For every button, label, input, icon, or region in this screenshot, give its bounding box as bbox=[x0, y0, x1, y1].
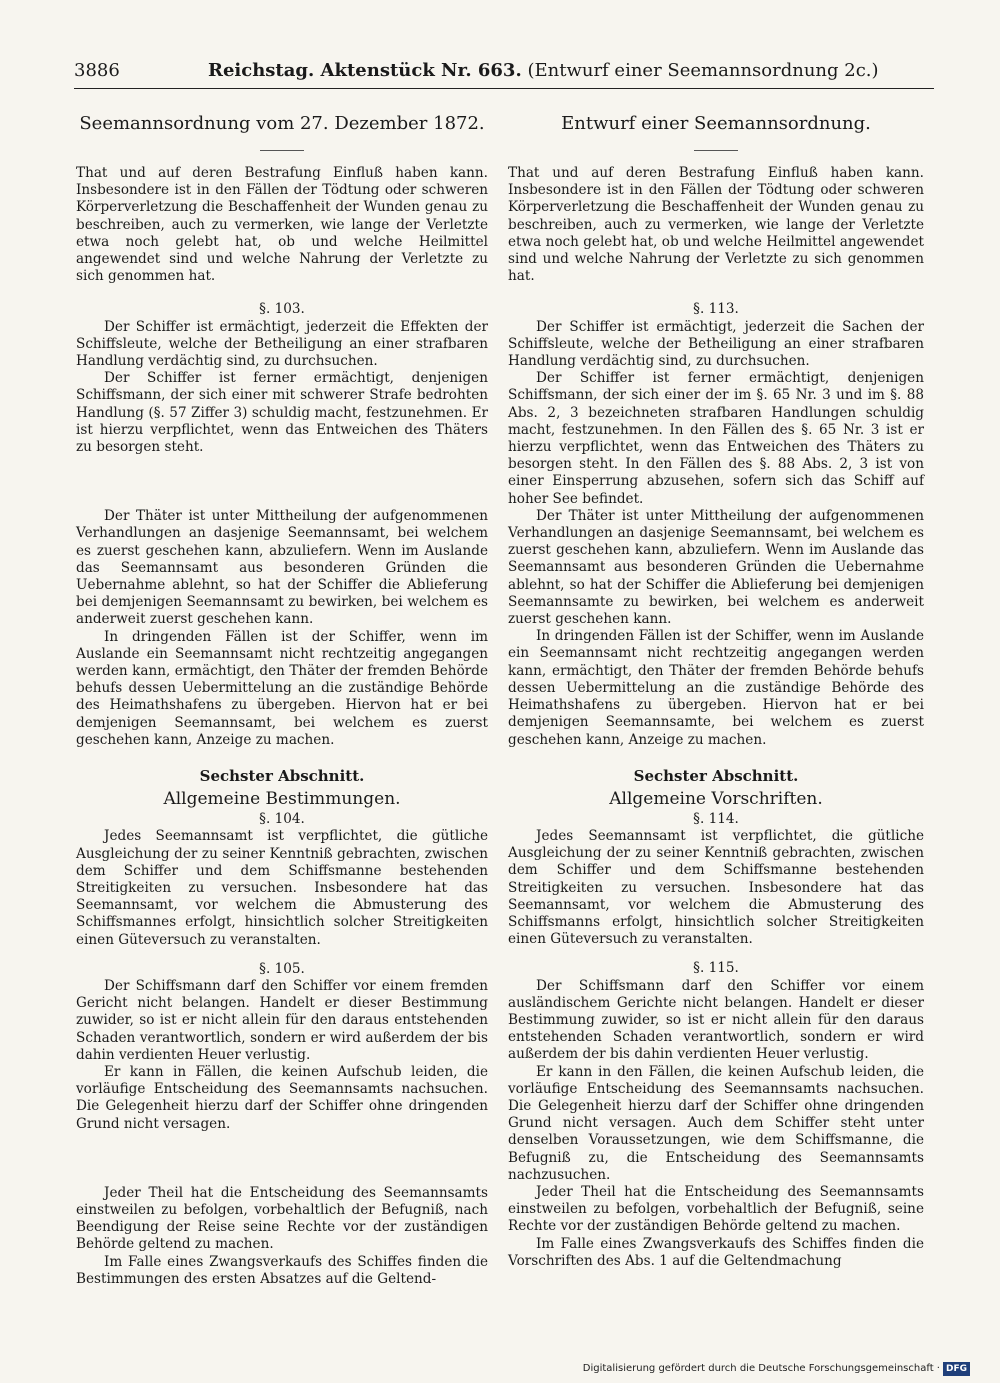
section-heading-103: §. 103. bbox=[259, 301, 305, 318]
page-number: 3886 bbox=[74, 60, 120, 81]
paragraph-103-2: Der Schiffer ist ferner ermächtigt, denjenigen Schiffsmann, der sich einer mit schwerer Strafe bedrohten Handlung (§. 57 Ziffer 3) schuldig macht, festzunehmen. Er ist hierzu verpflichtet, wenn das Entweichen des Thäters zu besorgen steht. bbox=[76, 370, 488, 456]
right-column bbox=[508, 110, 924, 1270]
paragraph-113-4: In dringenden Fällen ist der Schiffer, wenn im Auslande ein Seemannsamt nicht rechtzeitig angegangen werden kann, ermächtigt, den Thäter der fremden Behörde behufs dessen Uebermittelung an die zuständige Behörde des Heimathshafens zu übergeben. Hiervon hat er bei demjenigen Seemannsamte, bei welchem es zuerst geschehen kann, Anzeige zu machen. bbox=[508, 628, 924, 748]
section-heading-113: §. 113. bbox=[693, 301, 739, 318]
paragraph-103-4: In dringenden Fällen ist der Schiffer, wenn im Auslande ein Seemannsamt nicht rechtzeitig angegangen werden kann, ermächtigt, den Thäter der fremden Behörde behufs dessen Uebermittelung an die zuständige Behörde des Heimathshafens zu übergeben. Hiervon hat er bei demjenigen Seemannsamt, bei welchem es zuerst geschehen kann, Anzeige zu machen. bbox=[76, 628, 488, 748]
chapter-title-right: Sechster Abschnitt. bbox=[633, 766, 799, 785]
section-heading-114: §. 114. bbox=[693, 810, 739, 827]
chapter-subtitle-right: Allgemeine Vorschriften. bbox=[609, 788, 823, 809]
left-column bbox=[76, 110, 488, 1288]
section-heading-115: §. 115. bbox=[693, 960, 739, 977]
left-intro-paragraph: That und auf deren Bestrafung Einfluß haben kann. Insbesondere ist in den Fällen der Tödtung oder schweren Körperverletzung die Beschaffenheit der Wunden genau zu beschreiben, auch zu vermerken, wie lange der Verletzte etwa noch gelebt hat, ob und welche Heilmittel angewendet sind und welche Nahrung der Verletzte zu sich genommen hat. bbox=[76, 165, 488, 285]
running-title-main: Reichstag. Aktenstück Nr. 663. bbox=[208, 60, 522, 81]
page-header bbox=[74, 58, 934, 84]
paragraph-115-4: Im Falle eines Zwangsverkaufs des Schiffes finden die Vorschriften des Abs. 1 auf die Geltendmachung bbox=[508, 1235, 924, 1269]
paragraph-104-1: Jedes Seemannsamt ist verpflichtet, die gütliche Ausgleichung der zu seiner Kenntniß gebrachten, zwischen dem Schiffer und dem Schiffsmanne bestehenden Streitigkeiten zu versuchen. Insbesondere hat das Seemannsamt, vor welchem die Abmusterung des Schiffsmannes erfolgt, hinsichtlich solcher Streitigkeiten einen Güteversuch zu veranstalten. bbox=[76, 828, 488, 948]
credit-text: Digitalisierung gefördert durch die Deutsche Forschungsgemeinschaft · bbox=[582, 1363, 940, 1374]
left-column-title: Seemannsordnung vom 27. Dezember 1872. bbox=[79, 113, 485, 134]
paragraph-115-1: Der Schiffsmann darf den Schiffer vor einem ausländischem Gerichte nicht belangen. Handelt er dieser Bestimmung zuwider, so ist er nicht allein für den daraus entstehenden Schaden verantwortlich, sondern er wird außerdem der bis dahin verdienten Heuer verlustig. bbox=[508, 977, 924, 1063]
running-title bbox=[208, 58, 879, 84]
section-heading-104: §. 104. bbox=[259, 811, 305, 828]
paragraph-115-3: Jeder Theil hat die Entscheidung des Seemannsamts einstweilen zu befolgen, vorbehaltlich der Befugniß, seine Rechte vor der zuständigen Behörde geltend zu machen. bbox=[508, 1183, 924, 1235]
paragraph-113-2: Der Schiffer ist ferner ermächtigt, denjenigen Schiffsmann, der sich einer der im §. 65 Nr. 3 und im §. 88 Abs. 2, 3 bezeichneten strafbaren Handlungen schuldig macht, festzunehmen. In den Fällen des §. 65 Nr. 3 ist er hierzu verpflichtet, wenn das Entweichen des Thäters zu besorgen steht. In den Fällen des §. 88 Abs. 2, 3 ist von einer Einsperrung abzusehen, sofern sich das Schiff auf hoher See befindet. bbox=[508, 370, 924, 507]
digitization-credit bbox=[583, 1362, 970, 1376]
paragraph-113-3: Der Thäter ist unter Mittheilung der aufgenommenen Verhandlungen an dasjenige Seemannsamt, bei welchem es zuerst geschehen kann, abzuliefern. Wenn im Auslande das Seemannsamt aus besonderen Gründen die Uebernahme ablehnt, so hat der Schiffer die Ablieferung bei demjenigen Seemannsamte zu bewirken, bei welchem es anderweit zuerst geschehen kann. bbox=[508, 507, 924, 628]
right-title-rule bbox=[694, 150, 738, 151]
paragraph-113-1: Der Schiffer ist ermächtigt, jederzeit die Sachen der Schiffsleute, welche der Betheiligung an einer strafbaren Handlung verdächtig sind, zu durchsuchen. bbox=[508, 318, 924, 370]
paragraph-105-2: Er kann in Fällen, die keinen Aufschub leiden, die vorläufige Entscheidung des Seemannsamts nachsuchen. Die Gelegenheit hierzu darf der Schiffer ohne dringenden Grund nicht versagen. bbox=[76, 1063, 488, 1132]
chapter-title-left: Sechster Abschnitt. bbox=[199, 767, 365, 786]
header-rule bbox=[74, 88, 934, 89]
section-heading-105: §. 105. bbox=[259, 960, 305, 977]
right-column-title: Entwurf einer Seemannsordnung. bbox=[561, 113, 871, 134]
dfg-logo: DFG bbox=[943, 1362, 970, 1376]
paragraph-105-4: Im Falle eines Zwangsverkaufs des Schiffes finden die Bestimmungen des ersten Absatzes auf die Geltend- bbox=[76, 1253, 488, 1287]
right-intro-paragraph: That und auf deren Bestrafung Einfluß haben kann. Insbesondere ist in den Fällen der Tödtung oder schweren Körperverletzung die Beschaffenheit der Wunden genau zu beschreiben, auch zu vermerken, wie lange der Verletzte etwa noch gelebt hat, ob und welche Heilmittel angewendet sind und welche Nahrung der Verletzte zu sich genommen hat. bbox=[508, 165, 925, 285]
running-title-sub: (Entwurf einer Seemannsordnung 2c.) bbox=[527, 60, 879, 81]
paragraph-103-1: Der Schiffer ist ermächtigt, jederzeit die Effekten der Schiffsleute, welche der Betheiligung an einer strafbaren Handlung verdächtig sind, zu durchsuchen. bbox=[76, 318, 488, 370]
paragraph-105-1: Der Schiffsmann darf den Schiffer vor einem fremden Gericht nicht belangen. Handelt er dieser Bestimmung zuwider, so ist er nicht allein für den daraus entstehenden Schaden verantwortlich, sondern er wird außerdem der bis dahin verdienten Heuer verlustig. bbox=[76, 977, 488, 1063]
paragraph-103-3: Der Thäter ist unter Mittheilung der aufgenommenen Verhandlungen an dasjenige Seemannsamt, bei welchem es zuerst geschehen kann, abzuliefern. Wenn im Auslande das Seemannsamt aus besonderen Gründen die Uebernahme ablehnt, so hat der Schiffer die Ablieferung bei demjenigen Seemannsamt zu bewirken, bei welchem es anderweit zuerst geschehen kann. bbox=[76, 508, 488, 628]
left-title-rule bbox=[260, 150, 304, 151]
paragraph-114-1: Jedes Seemannsamt ist verpflichtet, die gütliche Ausgleichung der zu seiner Kenntniß gebrachten, zwischen dem Schiffer und dem Schiffsmanne bestehenden Streitigkeiten zu versuchen. Insbesondere hat das Seemannsamt, vor welchem die Abmusterung des Schiffsmanns erfolgt, hinsichtlich solcher Streitigkeiten einen Güteversuch zu veranstalten. bbox=[508, 827, 924, 948]
chapter-subtitle-left: Allgemeine Bestimmungen. bbox=[163, 789, 401, 810]
paragraph-105-3: Jeder Theil hat die Entscheidung des Seemannsamts einstweilen zu befolgen, vorbehaltlich der Befugniß, nach Beendigung der Reise seine Rechte vor der zuständigen Behörde geltend zu machen. bbox=[76, 1184, 488, 1253]
paragraph-115-2: Er kann in den Fällen, die keinen Aufschub leiden, die vorläufige Entscheidung des Seemannsamts nachsuchen. Die Gelegenheit hierzu darf der Schiffer ohne dringenden Grund nicht versagen. Auch dem Schiffer steht unter denselben Voraussetzungen, wie dem Schiffsmanne, die Befugniß zu, die Entscheidung des Seemannsamts nachzusuchen. bbox=[508, 1063, 924, 1183]
